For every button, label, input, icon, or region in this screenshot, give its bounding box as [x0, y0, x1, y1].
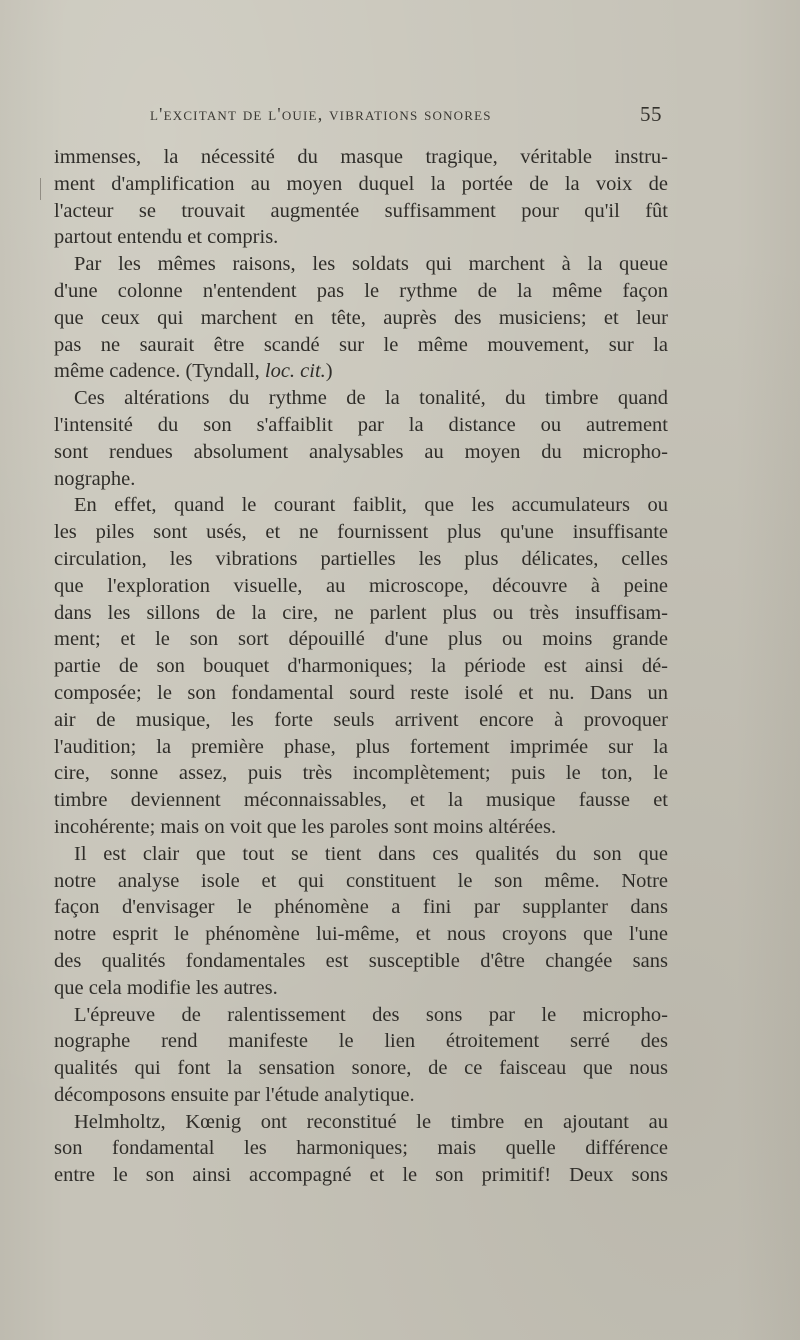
text-line: nographe. [54, 467, 136, 490]
text-line: les piles sont usés, et ne fournissent plus qu'une insuffisante [54, 521, 668, 544]
text-line-citation [54, 358, 668, 385]
text-line: composée; le son fondamental sourd reste isolé et nu. Dans un [54, 681, 668, 704]
text-line: que cela modifie les autres. [54, 976, 278, 999]
text-line: ment d'amplification au moyen duquel la portée de la voix de [54, 172, 668, 195]
text-line: que l'exploration visuelle, au microscope, découvre à peine [54, 574, 668, 597]
text-line: cire, sonne assez, puis très incomplètement; puis le ton, le [54, 762, 668, 785]
citation-close: ) [325, 360, 333, 383]
text-line: des qualités fondamentales est susceptible d'être changée sans [54, 949, 668, 972]
citation-italic: loc. cit. [264, 360, 326, 383]
text-line: Par les mêmes raisons, les soldats qui marchent à la queue [74, 253, 668, 276]
text-line: Il est clair que tout se tient dans ces qualités du son que [74, 842, 668, 865]
text-line: air de musique, les forte seuls arrivent encore à provoquer [54, 708, 668, 731]
text-line: dans les sillons de la cire, ne parlent plus ou très insuffisam- [54, 601, 668, 624]
text-line: l'intensité du son s'affaiblit par la distance ou autrement [54, 413, 668, 436]
text-line: nographe rend manifeste le lien étroitement serré des [54, 1030, 668, 1053]
text-line: l'acteur se trouvait augmentée suffisamment pour qu'il fût [54, 199, 668, 222]
text-line: circulation, les vibrations partielles les plus délicates, celles [54, 547, 668, 570]
text-line: En effet, quand le courant faiblit, que les accumulateurs ou [74, 494, 668, 517]
text-line: pas ne saurait être scandé sur le même mouvement, sur la [54, 333, 668, 356]
running-head [150, 104, 662, 130]
text-line: l'audition; la première phase, plus fortement imprimée sur la [54, 735, 668, 758]
text-line: partie de son bouquet d'harmoniques; la période est ainsi dé- [54, 655, 668, 678]
text-line: notre analyse isole et qui constituent le son même. Notre [54, 869, 668, 892]
body-text [54, 144, 668, 1224]
text-line: d'une colonne n'entendent pas le rythme de la même façon [54, 279, 668, 302]
text-line: incohérente; mais on voit que les paroles sont moins altérées. [54, 815, 557, 838]
text-line: Ces altérations du rythme de la tonalité, du timbre quand [74, 387, 668, 410]
page-number: 55 [640, 102, 662, 126]
text-line: sont rendues absolument analysables au moyen du micropho- [54, 440, 668, 463]
text-line: partout entendu et compris. [54, 226, 279, 249]
text-line: que ceux qui marchent en tête, auprès des musiciens; et leur [54, 306, 668, 329]
text-line: immenses, la nécessité du masque tragique, véritable instru- [54, 146, 668, 168]
text-line: entre le son ainsi accompagné et le son primitif! Deux sons [54, 1164, 668, 1187]
text-line: décomposons ensuite par l'étude analytique. [54, 1083, 415, 1106]
text-line: ment; et le son sort dépouillé d'une plus ou moins grande [54, 628, 668, 651]
text-line: timbre deviennent méconnaissables, et la musique fausse et [54, 789, 668, 812]
running-title: l'excitant de l'ouie, vibrations sonores [150, 104, 492, 124]
text-line: Helmholtz, Kœnig ont reconstitué le timbre en ajoutant au [74, 1110, 668, 1133]
text-line: L'épreuve de ralentissement des sons par le micropho- [74, 1003, 668, 1026]
text-line: son fondamental les harmoniques; mais quelle différence [54, 1137, 668, 1160]
text-line: notre esprit le phénomène lui-même, et nous croyons que l'une [54, 923, 668, 946]
margin-mark [40, 178, 41, 200]
text-line: qualités qui font la sensation sonore, de ce faisceau que nous [54, 1057, 668, 1080]
text-line-start: même cadence. (Tyndall, [54, 360, 265, 383]
text-line: façon d'envisager le phénomène a fini par supplanter dans [54, 896, 668, 919]
